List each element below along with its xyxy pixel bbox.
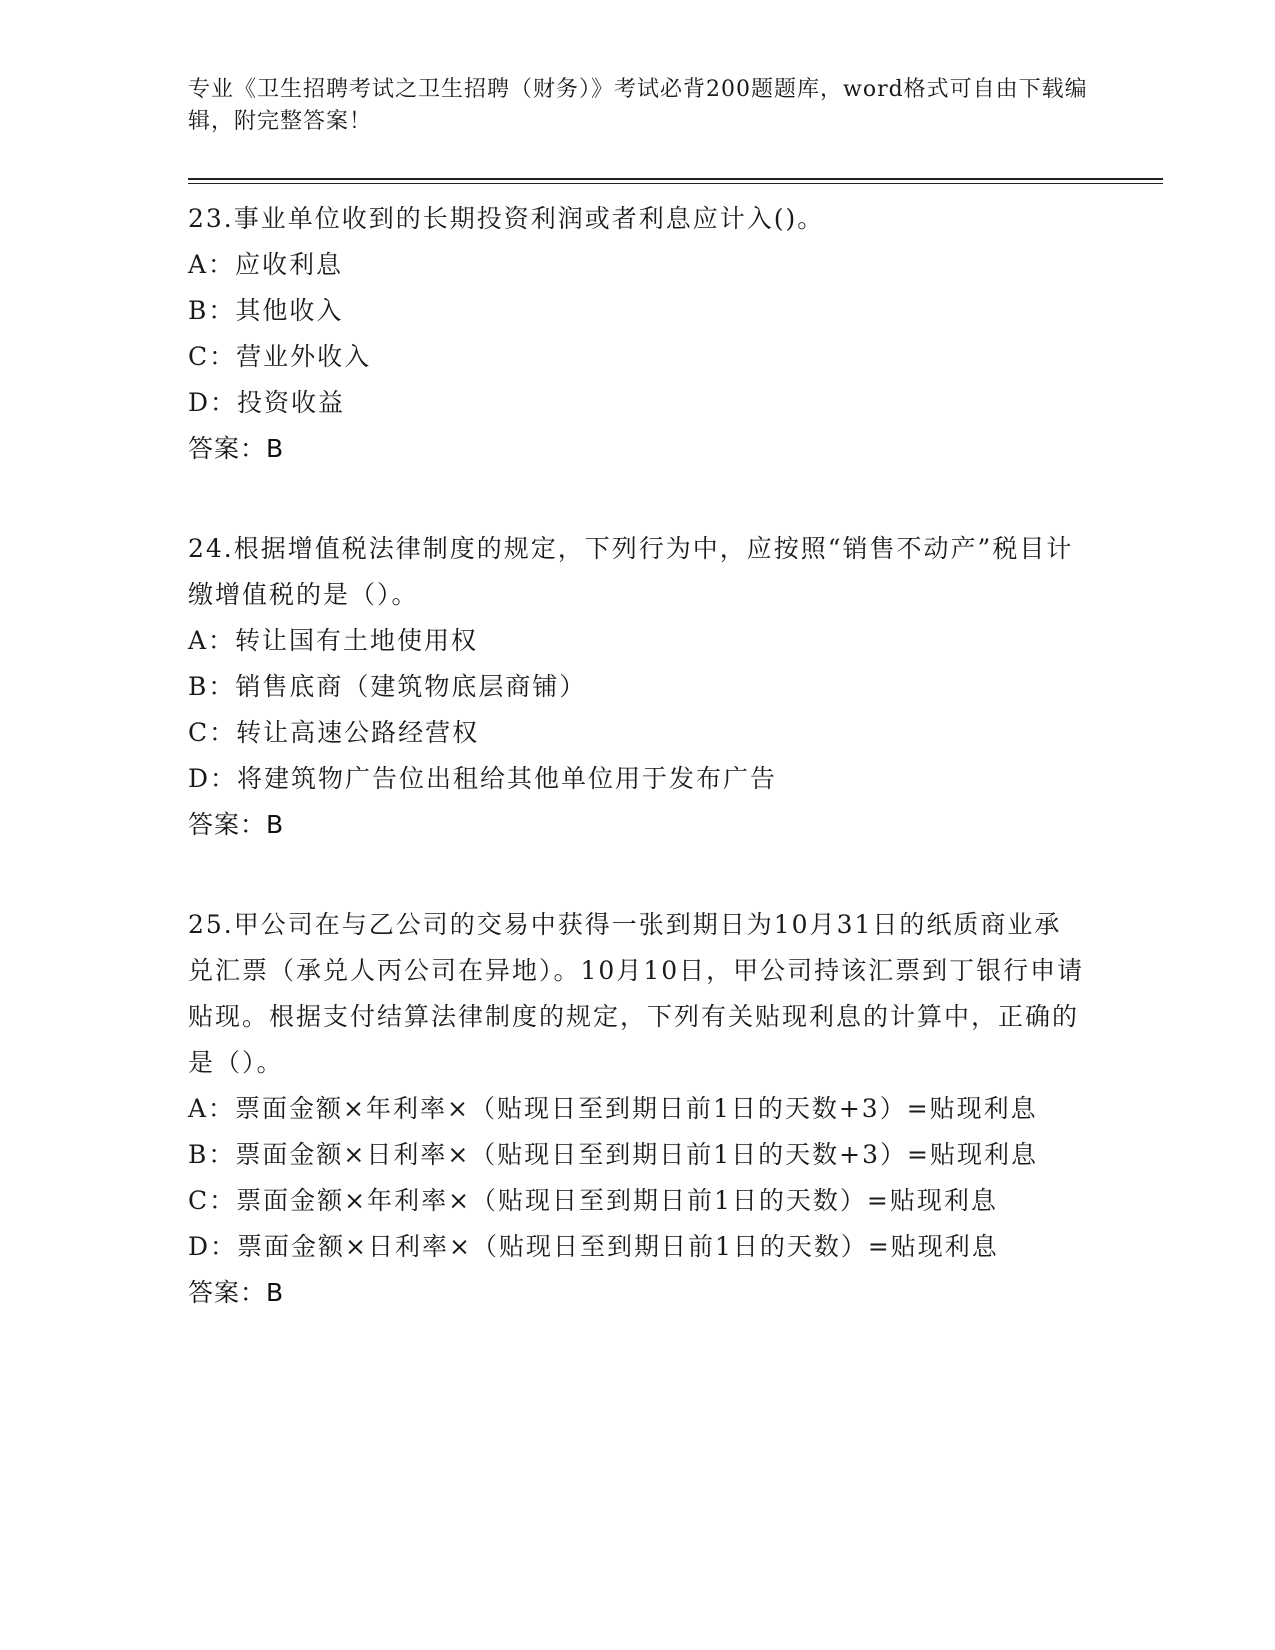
option-b: B：票面金额×日利率×（贴现日至到期日前1日的天数+3）=贴现利息 [188, 1140, 1038, 1169]
option-d: D：票面金额×日利率×（贴现日至到期日前1日的天数）=贴现利息 [188, 1232, 999, 1261]
question-stem: 25.甲公司在与乙公司的交易中获得一张到期日为10月31日的纸质商业承兑汇票（承兑人丙公司在异地）。10月10日，甲公司持该汇票到丁银行申请贴现。根据支付结算法律制度的规定，下列有关贴现利息的计算中，正确的是（）。 [188, 910, 1085, 1077]
question-item [188, 196, 1088, 472]
question-item [188, 902, 1088, 1316]
answer-line: 答案：B [188, 810, 285, 839]
option-c: C：票面金额×年利率×（贴现日至到期日前1日的天数）=贴现利息 [188, 1186, 998, 1215]
option-b: B：销售底商（建筑物底层商铺） [188, 672, 587, 701]
header-divider-thick [188, 178, 1163, 180]
option-c: C：营业外收入 [188, 342, 372, 371]
option-a: A：票面金额×年利率×（贴现日至到期日前1日的天数+3）=贴现利息 [188, 1094, 1038, 1123]
option-c: C：转让高速公路经营权 [188, 718, 480, 747]
document-header: 专业《卫生招聘考试之卫生招聘（财务）》考试必背200题题库，word格式可自由下载编辑，附完整答案！ [188, 77, 1088, 134]
option-d: D：将建筑物广告位出租给其他单位用于发布广告 [188, 764, 778, 793]
option-d: D：投资收益 [188, 388, 346, 417]
question-stem: 24.根据增值税法律制度的规定，下列行为中，应按照“销售不动产”税目计缴增值税的是（）。 [188, 534, 1074, 609]
answer-line: 答案：B [188, 1278, 285, 1307]
option-b: B：其他收入 [188, 296, 344, 325]
header-divider-thin [188, 183, 1163, 184]
question-item [188, 526, 1088, 848]
answer-line: 答案：B [188, 434, 285, 463]
question-list [188, 196, 1088, 1370]
option-a: A：转让国有土地使用权 [188, 626, 479, 655]
question-stem: 23.事业单位收到的长期投资利润或者利息应计入()。 [188, 204, 825, 233]
option-a: A：应收利息 [188, 250, 344, 279]
